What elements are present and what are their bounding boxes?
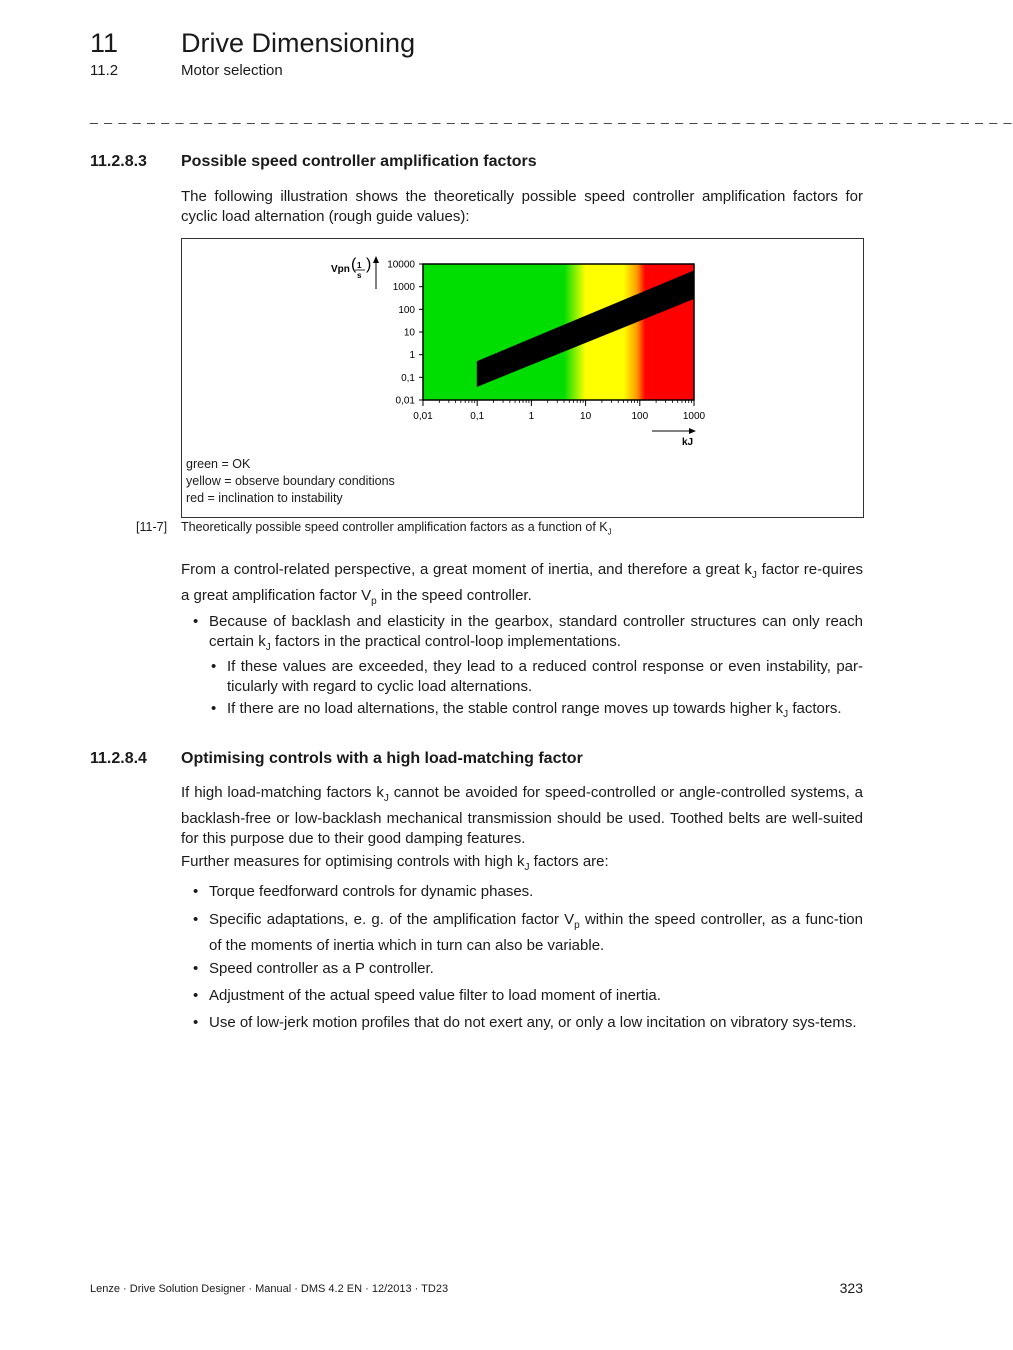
y-axis-arrow-head: [373, 256, 379, 263]
amplification-chart: [182, 239, 862, 459]
y-tick-label: 0,1: [401, 372, 415, 384]
y-tick-label: 100: [398, 304, 415, 316]
y-unit-paren-open: (: [351, 256, 357, 273]
x-axis-label: kJ: [682, 437, 694, 448]
sub-bullet-exceeded: • If these values are exceeded, they lead to a reduced control response or even instability, par-ticularly with regard to cyclic load alternations.: [211, 658, 863, 695]
subsection-title: Possible speed controller amplification factors: [181, 153, 537, 170]
section-number: 11.2: [90, 62, 119, 79]
measure-item-1: • Torque feedforward controls for dynamic phases.: [193, 883, 534, 900]
subsection-number-2: 11.2.8.4: [90, 750, 147, 767]
footer-text: Lenze · Drive Solution Designer · Manual · DMS 4.2 EN · 12/2013 · TD23: [90, 1283, 449, 1295]
backlash-bullet: • Because of backlash and elasticity in the gearbox, standard controller structures can only reach certain $k_J$ factors in the practical control-loop implementations.: [193, 613, 863, 653]
x-tick-label: 0,01: [413, 411, 433, 422]
figure-caption: Theoretically possible speed controller amplification factors as a function of $K_J$: [181, 520, 612, 537]
y-unit-denominator: s: [357, 271, 362, 280]
figure-caption-number: [11-7]: [136, 520, 168, 534]
y-tick-label: 0,01: [395, 395, 415, 407]
section-title: Motor selection: [181, 62, 283, 79]
subsection-title-2: Optimising controls with a high load-matching factor: [181, 750, 583, 767]
y-tick-label: 1000: [392, 282, 415, 294]
chapter-title: Drive Dimensioning: [181, 28, 416, 58]
measure-item-2: • Specific adaptations, e. g. of the amplification factor $V_p$ within the speed controller, as a func-tion of the moments of inertia which in turn can also be variable.: [193, 911, 863, 954]
x-axis-arrow-head: [689, 428, 696, 434]
subsection-number: 11.2.8.3: [90, 153, 147, 170]
measure-item-4: • Adjustment of the actual speed value filter to load moment of inertia.: [193, 987, 661, 1004]
sub-bullet-no-alternations: • If there are no load alternations, the stable control range moves up towards higher $k_J$ factors.: [211, 700, 842, 720]
legend-yellow: yellow = observe boundary conditions: [186, 474, 395, 488]
y-unit-paren-close: ): [366, 256, 372, 273]
y-axis-label: Vpn: [331, 264, 350, 275]
y-tick-label: 10000: [387, 259, 415, 271]
x-tick-label: 10: [580, 411, 592, 422]
x-tick-label: 100: [631, 411, 649, 422]
y-unit-numerator: 1: [357, 261, 362, 270]
x-tick-label: 0,1: [470, 411, 485, 422]
intro-paragraph: The following illustration shows the theoretically possible speed controller amplification factors for cyclic load alternation (rough guide values):: [181, 188, 863, 225]
high-load-paragraph: If high load-matching factors $k_J$ cannot be avoided for speed-controlled or angle-controlled systems, a backlash-free or low-backlash mechanical transmission should be used. Toothed belts are well-suited for this purpose due to their good damping features.: [181, 784, 863, 847]
legend-red: red = inclination to instability: [186, 491, 343, 505]
measure-item-3: • Speed controller as a P controller.: [193, 960, 434, 977]
y-tick-label: 1: [409, 350, 415, 362]
x-tick-label: 1: [528, 411, 535, 422]
chapter-number: 11: [90, 28, 119, 58]
further-measures-paragraph: Further measures for optimising controls with high $k_J$ factors are:: [181, 853, 609, 873]
y-tick-label: 10: [403, 327, 415, 339]
x-tick-label: 1000: [682, 411, 706, 422]
page-number: 323: [839, 1280, 863, 1296]
measure-item-5: • Use of low-jerk motion profiles that do not exert any, or only a low incitation on vibratory sys-tems.: [193, 1014, 857, 1031]
control-perspective-paragraph: From a control-related perspective, a great moment of inertia, and therefore a great $k_J$ factor re-quires a great amplification factor $V_p$ in the speed controller.: [181, 561, 863, 607]
header-separator: _ _ _ _ _ _ _ _ _ _ _ _ _ _ _ _ _ _ _ _ _ _ _ _ _ _ _ _ _ _ _ _ _ _ _ _ _ _ _ _ _ _ _ _ _ _ _ _ _ _ _ _ _ _ _ _ _ _ _ _ _ _ _ _ _: [90, 108, 1013, 124]
legend-green: green = OK: [186, 457, 251, 471]
